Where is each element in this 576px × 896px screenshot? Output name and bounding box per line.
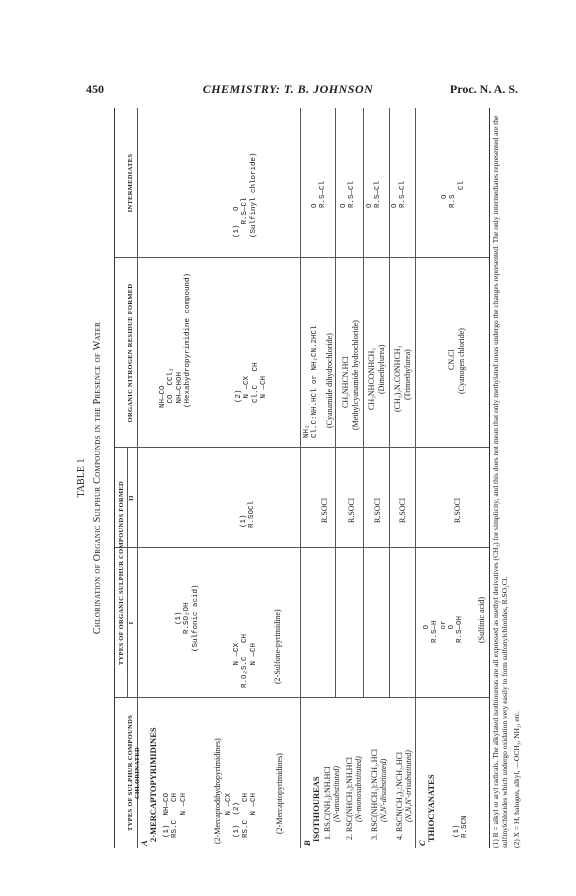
row-b4-intermediate: O R.S—Cl <box>391 180 408 208</box>
row-a2-intermediate: (1) O R.S—Cl (Sulfinyl chloride) <box>233 152 258 238</box>
page-number: 450 <box>86 82 104 96</box>
table-grid <box>114 108 490 848</box>
row-c1-nitrogen-name: (Cyanogen chloride) <box>457 328 466 394</box>
row-b4-nitrogen-name: (Trimethylurea) <box>403 349 412 400</box>
section-rule <box>300 108 301 848</box>
row-a1-nitrogen-residue: NH—CO CO CCl₂ NH—CHOH (Hexahydropyrimidine compound) <box>159 272 192 408</box>
column-header-ii: II <box>128 495 135 501</box>
row-a2-nitrogen-residue: (2) N —CX Cl.C CH N —CH <box>235 362 268 403</box>
column-divider <box>115 447 489 448</box>
row-b1-substitution: (N-unsubstituted) <box>332 766 341 822</box>
row-rule <box>363 108 364 698</box>
row-b4-nitrogen-residue: (CH₃)₂N.CONHCH₃ <box>393 345 402 412</box>
row-b3-intermediate: O R.S—Cl <box>366 180 383 208</box>
row-b2-chloride: R.SOCl <box>347 497 356 523</box>
column-divider <box>115 547 489 548</box>
rotated-table-region <box>72 108 524 848</box>
row-b2-nitrogen-residue: CH₃NHCN.HCl <box>341 356 350 408</box>
row-b2-intermediate: O R.S—Cl <box>340 180 357 208</box>
section-a-letter: A <box>139 840 149 846</box>
row-a1-sulfonic: (1) R.SO₂OH (Sulfonic acid) <box>175 584 200 652</box>
column-divider <box>115 697 489 698</box>
row-c1-sulfinic: O R.S—H or O R.S—OH <box>423 615 464 643</box>
section-b-letter: B <box>302 840 312 846</box>
row-a2-sulfone: N —CX R.O₂S.C CH N —CH <box>233 633 258 688</box>
footnote-1: (1) R = alkyl or aryl radicals. The alkylated isothioureas are all expressed as methyl derivatives (CH₃) for simplicity, and this does not mean that only methylated ureas undergo the changes represented. The only intermediates represented are the sulfinylchlorides which undergo oxidation very easily to form sulfonylchlorides, R.SO₂Cl. <box>491 115 509 848</box>
row-b1-chloride: R.SOCl <box>320 497 329 523</box>
row-a2-chloride: (1) R.SOCl <box>240 500 257 528</box>
row-c1-intermediate: O R.S Cl <box>441 180 466 208</box>
row-b4-substitution: (N,N,N'-trisubstituted) <box>404 750 413 822</box>
section-rule <box>415 108 416 848</box>
row-c1-compound: (1) R.SCN <box>453 815 470 838</box>
section-c-title: THIOCYANATES <box>426 774 436 842</box>
column-header-compounds: TYPES OF SULPHUR COMPOUNDS CHLORINATED <box>127 714 142 832</box>
journal-name: Proc. N. A. S. <box>449 82 518 96</box>
row-b4-chloride: R.SOCl <box>398 497 407 523</box>
section-a-title: 2-MERCAPTOPYRIMIDINES <box>148 727 158 842</box>
row-c1-chloride: R.SOCl <box>453 497 462 523</box>
row-b3-nitrogen-residue: CH₃NHCONHCH₃ <box>367 347 376 410</box>
column-header-nitrogen: ORGANIC NITROGEN RESIDUE FORMED <box>127 283 134 423</box>
row-b3-nitrogen-name: (Dimethylurea) <box>377 344 386 394</box>
row-c1-sulfinic-name: (Sulfinic acid) <box>477 597 486 643</box>
row-b2-compound: 2. RSC(NHCH₃):NH.HCl <box>345 756 354 840</box>
row-rule <box>389 108 390 698</box>
column-divider <box>115 257 489 258</box>
row-a2-compound: N —CX (1) (2) RS.C CH N —CH <box>225 792 258 838</box>
row-b1-nitrogen-name: (Cyanamide dihydrochloride) <box>325 333 334 428</box>
row-b2-substitution: (N-monosubstituted) <box>354 756 363 822</box>
row-c1-nitrogen-residue: CN.Cl <box>447 349 456 370</box>
section-b-title: ISOTHIOUREAS <box>311 776 321 842</box>
footnote-2: (2) X = H, halogen, alkyl, —OCH₃, NH₂, etc. <box>512 711 521 848</box>
row-a1-compound: (1) NH—CO RS.C CH N —CH <box>163 792 188 838</box>
row-b1-intermediate: O R.S—Cl <box>311 180 328 208</box>
column-header-formed: TYPES OF ORGANIC SULPHUR COMPOUNDS FORMED <box>118 480 125 666</box>
table-caption: Chlorination of Organic Sulphur Compounds in the Presence of Water <box>92 321 103 635</box>
column-header-intermediates: INTERMEDIATES <box>127 153 134 213</box>
row-b2-nitrogen-name: (Methylcyanamide hydrochloride) <box>351 320 360 430</box>
row-a2-label: (2-Mercaptodihydropyrimidines) <box>213 738 222 844</box>
table-label: TABLE 1 <box>76 458 87 498</box>
row-rule <box>335 108 336 698</box>
row-a2-sublabel: (2-Mercaptopyrimidines) <box>275 753 284 834</box>
row-b3-compound: 3. RSC(NHCH₃):NCH₃.HCl <box>370 748 379 840</box>
row-b1-compound: 1. RS.C(NH₂):NH.HCl <box>323 766 332 840</box>
table-page <box>72 108 524 848</box>
running-title: CHEMISTRY: T. B. JOHNSON <box>202 82 374 96</box>
column-header-i: I <box>128 621 135 625</box>
row-b3-substitution: (N,N'-disubstituted) <box>379 758 388 822</box>
section-c-letter: C <box>417 840 427 846</box>
row-b4-compound: 4. RSCN(CH₃)₂:NCH₃.HCl <box>395 751 404 840</box>
row-b1-nitrogen-residue: NH₂ Cl.C:NH.HCl or NH₂CN.2HCl <box>303 325 320 438</box>
row-b3-chloride: R.SOCl <box>373 497 382 523</box>
row-a2-sulfone-name: (2-Sulfone-pyrimidine) <box>273 609 282 684</box>
